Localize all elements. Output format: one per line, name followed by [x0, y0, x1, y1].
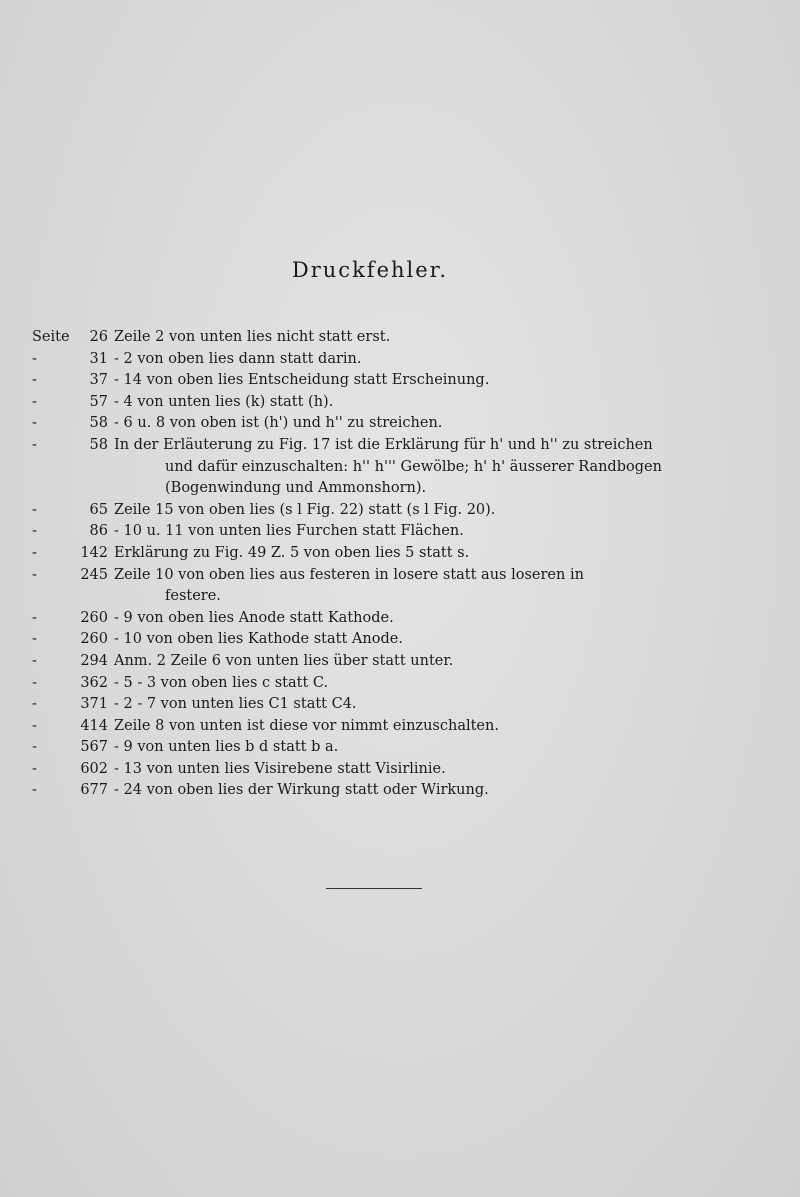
errata-row: [32, 543, 712, 565]
errata-text: - 4 von unten lies (k) statt (h).: [114, 393, 334, 410]
errata-text: Erklärung zu Fig. 49 Z. 5 von oben lies 5 statt s.: [114, 544, 470, 561]
errata-page-number: 414: [80, 717, 108, 734]
errata-prefix: -: [32, 782, 37, 799]
errata-page-number: 677: [80, 782, 108, 799]
errata-row: [32, 608, 712, 630]
errata-row: [32, 521, 712, 543]
errata-row: [32, 565, 712, 587]
errata-prefix: -: [32, 696, 37, 713]
errata-prefix: -: [32, 674, 37, 691]
errata-page-number: 371: [80, 696, 108, 713]
errata-text: - 10 u. 11 von unten lies Furchen statt Flächen.: [114, 523, 464, 540]
errata-prefix: -: [32, 415, 37, 432]
errata-prefix: -: [32, 760, 37, 777]
errata-page-number: 294: [80, 652, 108, 669]
errata-text: - 10 von oben lies Kathode statt Anode.: [114, 631, 403, 648]
errata-prefix: -: [32, 652, 37, 669]
errata-text: und dafür einzuschalten: h'' h''' Gewölbe; h' h' äusserer Randbogen: [165, 458, 662, 475]
errata-text: Zeile 10 von oben lies aus festeren in losere statt aus loseren in: [114, 566, 584, 583]
errata-row: [32, 737, 712, 759]
errata-prefix: -: [32, 393, 37, 410]
errata-row: [32, 694, 712, 716]
errata-page-number: 86: [89, 523, 108, 540]
errata-page-number: 245: [80, 566, 108, 583]
errata-text: In der Erläuterung zu Fig. 17 ist die Erklärung für h' und h'' zu streichen: [114, 436, 653, 453]
errata-row: [32, 349, 712, 371]
errata-page-number: 65: [89, 501, 108, 518]
errata-prefix: -: [32, 566, 37, 583]
errata-row: [32, 500, 712, 522]
errata-prefix: -: [32, 501, 37, 518]
errata-text: - 13 von unten lies Visirebene statt Visirlinie.: [114, 760, 446, 777]
errata-page-number: 58: [89, 415, 108, 432]
errata-row: [32, 370, 712, 392]
errata-page-number: 260: [80, 609, 108, 626]
errata-page-number: 362: [80, 674, 108, 691]
errata-row: [32, 651, 712, 673]
errata-page-number: 31: [89, 350, 108, 367]
errata-prefix: -: [32, 372, 37, 389]
errata-row: [32, 716, 712, 738]
errata-page-number: 260: [80, 631, 108, 648]
errata-prefix: -: [32, 544, 37, 561]
errata-row: [32, 629, 712, 651]
errata-text: - 2 von oben lies dann statt darin.: [114, 350, 362, 367]
errata-row: [32, 435, 712, 457]
errata-page-number: 142: [80, 544, 108, 561]
errata-row: [32, 413, 712, 435]
errata-prefix: -: [32, 717, 37, 734]
closing-rule: [326, 888, 422, 889]
errata-prefix: -: [32, 523, 37, 540]
errata-row: [32, 392, 712, 414]
errata-text: - 6 u. 8 von oben ist (h') und h'' zu streichen.: [114, 415, 443, 432]
errata-text: Zeile 2 von unten lies nicht statt erst.: [114, 329, 391, 345]
errata-continuation: [32, 457, 712, 479]
errata-page-number: 26: [89, 329, 108, 345]
errata-row: [32, 673, 712, 695]
errata-text: - 14 von oben lies Entscheidung statt Erscheinung.: [114, 372, 490, 389]
errata-text: festere.: [165, 588, 221, 605]
errata-prefix: -: [32, 436, 37, 453]
errata-continuation: [32, 478, 712, 500]
errata-prefix: -: [32, 739, 37, 756]
errata-text: Anm. 2 Zeile 6 von unten lies über statt unter.: [114, 652, 454, 669]
errata-text: - 9 von unten lies b d statt b a.: [114, 739, 339, 756]
errata-text: - 9 von oben lies Anode statt Kathode.: [114, 609, 394, 626]
errata-page-number: 37: [89, 372, 108, 389]
errata-prefix: -: [32, 609, 37, 626]
errata-text: (Bogenwindung und Ammonshorn).: [165, 480, 427, 497]
errata-row: [32, 780, 712, 802]
errata-page-number: 57: [89, 393, 108, 410]
errata-page-number: 58: [89, 436, 108, 453]
errata-row: [32, 759, 712, 781]
errata-text: - 2 - 7 von unten lies C1 statt C4.: [114, 696, 357, 713]
errata-prefix: Seite: [32, 329, 70, 345]
errata-text: Zeile 8 von unten ist diese vor nimmt einzuschalten.: [114, 717, 499, 734]
errata-text: - 5 - 3 von oben lies c statt C.: [114, 674, 329, 691]
errata-list: [32, 327, 712, 802]
errata-page-number: 602: [80, 760, 108, 777]
errata-text: Zeile 15 von oben lies (s l Fig. 22) statt (s l Fig. 20).: [114, 501, 496, 518]
errata-prefix: -: [32, 631, 37, 648]
errata-continuation: [32, 586, 712, 608]
errata-page-number: 567: [80, 739, 108, 756]
errata-prefix: -: [32, 350, 37, 367]
errata-row: [32, 327, 712, 349]
errata-text: - 24 von oben lies der Wirkung statt oder Wirkung.: [114, 782, 489, 799]
page-title: Druckfehler.: [291, 258, 449, 282]
